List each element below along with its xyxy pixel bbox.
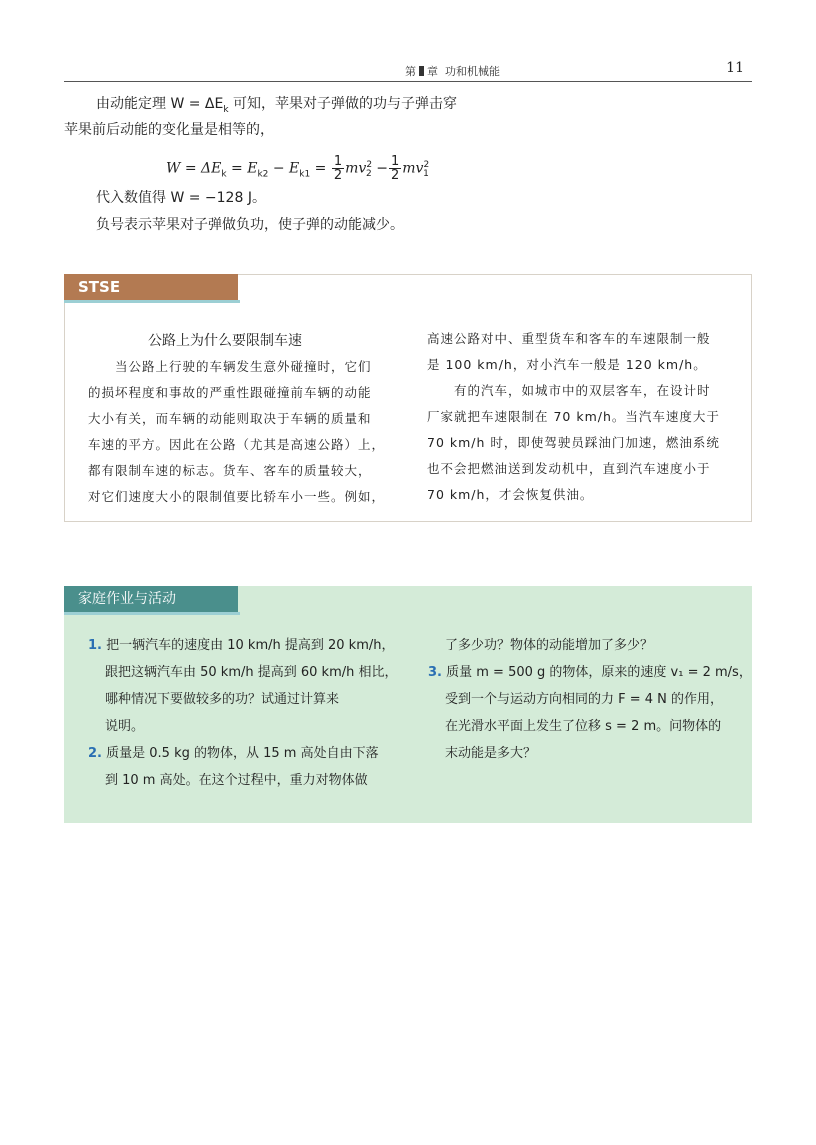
stse-tab-underline — [64, 300, 240, 303]
question-3-number: 3. — [428, 665, 442, 680]
solution-line-5: 负号表示苹果对子弹做负功，使子弹的动能减少。 — [96, 217, 404, 233]
solution-line-1: 由动能定理 $W = \Delta E_k$ 可知，苹果对子弹做的功与子弹击穿 — [96, 96, 458, 115]
chapter-suffix: 章 — [427, 65, 438, 78]
stse-left-column: 当公路上行驶的车辆发生意外碰撞时，它们 的损坏程度和事故的严重性跟碰撞前车辆的动能 大小有关，而车辆的动能则取决于车辆的质量和 车速的平方。因此在公路（尤其是高速公路）上， 都有限制车速的标志。货车、客车的质量较大， 对它们速度大小的限制值要比轿车小一些。例如， — [88, 359, 386, 504]
kinetic-energy-formula: $W = \Delta E_k = E_{k2} - E_{k1}$ = $\frac{1}{2}$ $mv^2_2$ − $\frac{1}{2}$ $mv^2_1$ — [166, 154, 430, 184]
question-1-number: 1. — [88, 638, 102, 653]
solution-line-2: 苹果前后动能的变化量是相等的， — [64, 122, 274, 138]
homework-tab: 家庭作业与活动 — [64, 586, 238, 612]
question-2-continued: 了多少功？物体的动能增加了多少？ — [445, 638, 654, 653]
chapter-marker — [419, 66, 424, 76]
question-1: 1. 把一辆汽车的速度由 10 km/h 提高到 20 km/h， 跟把这辆汽车由 50 km/h 提高到 60 km/h 相比， 哪种情况下要做较多的功？试通过计算来 说明。 — [88, 638, 398, 734]
solution-line-4: 代入数值得 W = −128 J。 — [96, 190, 266, 206]
question-2: 2. 质量是 0.5 kg 的物体，从 15 m 高处自由下落 到 10 m 高处。在这个过程中，重力对物体做 — [88, 746, 379, 788]
question-3: 3. 质量 m = 500 g 的物体，原来的速度 v₁ = 2 m/s， 受到一个与运动方向相同的力 F = 4 N 的作用， 在光滑水平面上发生了位移 s = 2 m。问物体的 末动能是多大？ — [428, 665, 752, 761]
stse-right-column: 高速公路对中、重型货车和客车的车速限制一般 是 100 km/h，对小汽车一般是 120 km/h。 有的汽车，如城市中的双层客车，在设计时 厂家就把车速限制在 70 km/h。当汽车速度大于 70 km/h 时，即使驾驶员踩油门加速，燃油系统 也不会把燃油送到发动机中，直到汽车速度小于 70 km/h，才会恢复供油。 — [427, 331, 720, 502]
chapter-prefix: 第 — [405, 65, 416, 78]
question-2-number: 2. — [88, 746, 102, 761]
chapter-header — [405, 63, 500, 79]
stse-tab: STSE — [64, 274, 238, 300]
stse-title: 公路上为什么要限制车速 — [148, 333, 302, 349]
page-number: 11 — [726, 60, 744, 76]
homework-tab-underline — [64, 612, 240, 615]
header-rule — [64, 81, 752, 82]
chapter-title: 功和机械能 — [445, 65, 500, 78]
